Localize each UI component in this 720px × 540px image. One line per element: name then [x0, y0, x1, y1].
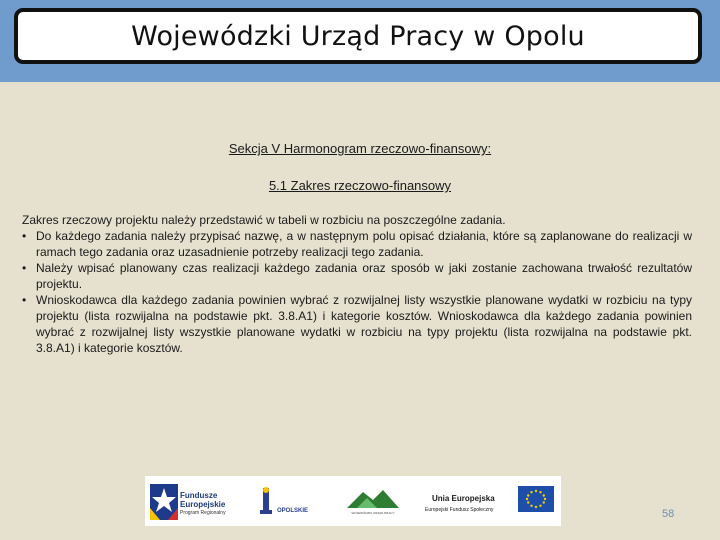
page-number: 58 — [662, 508, 675, 520]
fe-text — [180, 491, 226, 518]
bullet-item: • Do każdego zadania należy przypisać nazwę, a w następnym polu opisać działania, które są zaplanowane do realizacji w ramach tego zadania oraz uzasadnienie potrzeby realizacji tego zadania. — [22, 228, 692, 260]
opolskie-emblem-icon — [257, 486, 275, 516]
fe-line2: Europejskie — [180, 500, 226, 509]
page-title: Wojewódzki Urząd Pracy w Opolu — [131, 20, 585, 52]
opolskie-text: OPOLSKIE — [277, 508, 309, 514]
section-heading: Sekcja V Harmonogram rzeczowo-finansowy: — [228, 141, 492, 156]
fe-line3: Program Regionalny — [180, 510, 226, 516]
ue-title: Unia Europejska — [432, 494, 495, 503]
opolskie-logo — [257, 486, 317, 520]
wup-mountains-icon — [343, 486, 403, 510]
fe-line1: Fundusze — [180, 491, 218, 500]
logo-strip — [145, 476, 561, 526]
eu-flag-icon — [518, 486, 554, 512]
fundusze-europejskie-logo — [150, 480, 238, 522]
intro-paragraph: Zakres rzeczowy projektu należy przedstawić w tabeli w rozbiciu na poszczególne zadania. — [22, 213, 506, 227]
unia-europejska-logo — [425, 484, 555, 522]
header-band — [0, 0, 720, 82]
bullet-list — [22, 228, 692, 356]
ue-subtitle: Europejski Fundusz Społeczny — [425, 507, 494, 513]
title-box — [14, 8, 702, 64]
content-body — [22, 212, 692, 356]
fe-star-icon — [150, 484, 178, 520]
bullet-item: • Wnioskodawca dla każdego zadania powinien wybrać z rozwijalnej listy wszystkie planowane wydatki w rozbiciu na typy projektu (lista rozwijalna na podstawie pkt. 3.8.A1) i kategorie kosztów. Wnioskodawca dla każdego zadania powinien wybrać z rozwijalnej listy wszystkie planowane wydatki w rozbiciu na typy projektu (lista rozwijalna na podstawie pkt. 3.8.A1) i kategorie kosztów. — [22, 292, 692, 356]
wup-logo — [343, 486, 403, 522]
section-subheading: 5.1 Zakres rzeczowo-finansowy — [268, 178, 452, 193]
bullet-item: • Należy wpisać planowany czas realizacji każdego zadania oraz sposób w jaki zostanie zachowana trwałość rezultatów projektu. — [22, 260, 692, 292]
wup-text: WOJEWÓDZKI URZĄD PRACY — [351, 511, 395, 515]
